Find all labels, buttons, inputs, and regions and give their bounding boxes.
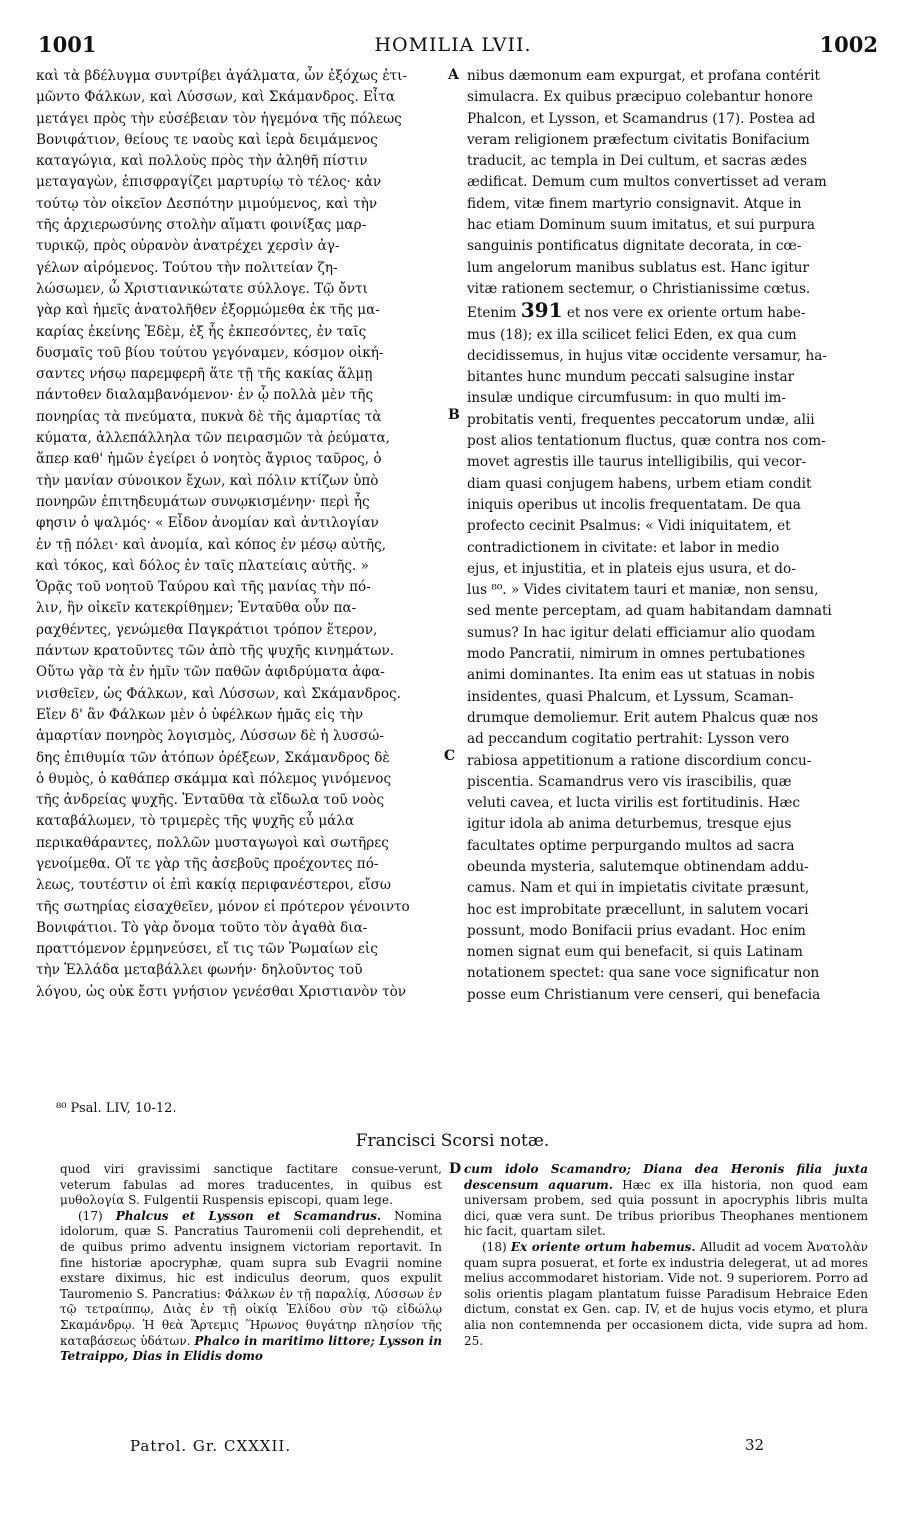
text-line: piscentia. Scamandrus vero vis irascibilis, quæ	[467, 773, 792, 790]
text-line: τὴν μανίαν σύνοικον ἔχων, καὶ πόλιν κτίζων ὑπὸ	[36, 472, 379, 489]
text-line: πονηρίας τὰ πνεύματα, πυκνὰ δὲ τῆς ἁμαρτίας τὰ	[36, 408, 382, 425]
text-line: ejus, et injustitia, et in plateis ejus usura, et do-	[467, 560, 796, 577]
notes-title: Francisci Scorsi notæ.	[355, 1131, 550, 1151]
text-line: Εἴεν δ' ἂν Φάλκων μὲν ὁ ὑφέλκων ἡμᾶς εἰς τὴν	[36, 706, 364, 723]
text-line: γέλων αἰρόμενος. Τούτου τὴν πολιτείαν ζη-	[36, 259, 338, 276]
text-line: καταγώγια, καὶ πολλοὺς πρὸς τὴν ἀληθῆ πίστιν	[36, 153, 368, 170]
text-line: Ὁρᾷς τοῦ νοητοῦ Ταύρου καὶ τῆς μανίας τὴν πό-	[36, 579, 371, 596]
text-line: ἐν τῇ πόλει· καὶ ἀνομία, καὶ κόπος ἐν μέσῳ αὐτῆς,	[36, 536, 387, 553]
text-line: drumque demoliemur. Erit autem Phalcus quæ nos	[467, 709, 819, 726]
text-line: camus. Nam et qui in impietatis civitate præsunt,	[467, 880, 810, 897]
text-line: τῆς ἀνδρείας ψυχῆς. Ἐνταῦθα τὰ εἴδωλα τοῦ νοὸς	[36, 792, 385, 809]
text-line: veluti cavea, et lucta virilis est fortitudinis. Hæc	[467, 795, 801, 812]
text-line: lus ⁸⁰. » Vides civitatem tauri et maniæ, non sensu,	[467, 582, 819, 599]
margin-marker-c: C	[444, 748, 456, 764]
text-line: possunt, modo Bonifacii prius evadant. Hoc enim	[467, 922, 806, 939]
text-line: σαντες νήσῳ παρεμφερῆ ἅτε τῇ τῆς κακίας ἅλμῃ	[36, 366, 373, 383]
text-line: λόγου, ὡς οὐκ ἔστι γνήσιον γενέσθαι Χριστιανὸν τὸν	[36, 983, 407, 1000]
text-line: πονηρῶν ἐπιτηδευμάτων συνῳκισμένην· περὶ ἧς	[36, 493, 370, 510]
note-paragraph	[60, 1209, 442, 1365]
text-line: facultates optime perpurgando multos ad sacra	[467, 837, 795, 854]
text-line: τούτῳ τὸν οἰκεῖον Δεσπότην μιμούμενος, καὶ τὴν	[36, 195, 378, 212]
text-line: τὴν Ἑλλάδα μεταβάλλει φωνήν· δηλοῦντος τοῦ	[36, 962, 363, 979]
text-line: Οὕτω γὰρ τὰ ἐν ἡμῖν τῶν παθῶν ἀφιδρύματα ἀφα-	[36, 664, 385, 681]
margin-marker-d: D	[449, 1161, 462, 1177]
text-line: Βονιφάτιοι. Τὸ γὰρ ὄνομα τοῦτο τὸν ἀγαθὰ δια-	[36, 919, 368, 936]
text-line: πάντων κρατοῦντες τῶν ἀπὸ τῆς ψυχῆς κινημάτων.	[36, 643, 395, 660]
text-line: simulacra. Ex quibus præcipuo colebantur honore	[467, 89, 813, 106]
text-line: diam quasi conjugem habens, urbem etiam condit	[467, 475, 812, 492]
note-lemma: Phalcus et Lysson et Scamandrus.	[115, 1208, 382, 1223]
psalm-footnote: ⁸⁰ Psal. LIV, 10-12.	[56, 1101, 177, 1116]
text-line: veram religionem præfectum civitatis Bonifacium	[467, 131, 810, 148]
note-paragraph	[464, 1240, 868, 1349]
footer-signature: 32	[745, 1436, 765, 1454]
text-line: sed mente perceptam, ad quam habitandam damnati	[467, 603, 832, 620]
column-number: 391	[520, 298, 563, 323]
text-line: rabiosa appetitionum a ratione discordium concu-	[467, 752, 812, 769]
note-lemma: Ex oriente ortum habemus.	[510, 1239, 696, 1254]
text-line: ἁμαρτίαν πονηρὸς λογισμὸς, Λύσσων δὲ ἡ λυσσώ-	[36, 728, 384, 745]
text-line: animi dominantes. Ita enim eas ut statuas in nobis	[467, 667, 815, 684]
text-line: modo Pancratii, nimirum in omnes pertubationes	[467, 646, 806, 663]
note-paragraph	[464, 1162, 868, 1240]
greek-text-column	[36, 66, 452, 1003]
latin-line-end: et nos vere ex oriente ortum habe-	[566, 305, 806, 322]
notes-right-column	[464, 1162, 868, 1349]
text-line: κύματα, ἀλλεπάλληλα τῶν πειρασμῶν τὰ ῥεύματα,	[36, 430, 390, 447]
text-line: lum angelorum manibus sublatus est. Hanc igitur	[467, 259, 810, 276]
text-line: sanguinis pontificatus dignitate decorata, in cœ-	[467, 238, 802, 255]
note-label: (18)	[482, 1239, 507, 1254]
text-line: πραττόμενον ἑρμηνεύσει, εἴ τις τῶν Ῥωμαίων εἰς	[36, 941, 378, 958]
text-line: γὰρ καὶ ἡμεῖς ἀνατολῆθεν ἐξορμώμεθα ἐκ τῆς μα-	[36, 302, 380, 319]
margin-marker-b: B	[448, 407, 460, 423]
footer-series: Patrol. Gr. CXXXII.	[130, 1437, 292, 1455]
right-page-number: 1002	[819, 32, 878, 57]
margin-marker-a: A	[448, 67, 459, 83]
text-line: vitæ rationem sectemur, o Christianissime cœtus.	[467, 280, 811, 297]
text-line: δυσμαῖς τοῦ βίου τούτου γεγόναμεν, κόσμον οἰκή-	[36, 344, 384, 361]
text-line: hoc est improbitate præcellunt, in salutem vocari	[467, 901, 809, 918]
note-paragraph	[60, 1162, 442, 1209]
text-line: λώσωμεν, ὦ Χριστιανικώτατε σύλλογε. Τῷ ὄντι	[36, 280, 368, 297]
text-line: γενοίμεθα. Οἵ τε γὰρ τῆς ἀσεβοῦς προέχοντες πό-	[36, 855, 379, 872]
note-text: Hæc ex illa historia, non quod eam universam probem, sed quia possunt in apocryphis libris multa dici, quæ vera sunt. De tribus prioribus Theophanes mentionem hic facit, quartam silet.	[464, 1177, 868, 1239]
text-line: posse eum Christianum vere censeri, qui benefacia	[467, 986, 821, 1003]
text-line: hac etiam Dominum suum imitatus, et sui purpura	[467, 217, 815, 234]
text-line: movet agrestis ille taurus intelligibilis, qui vecor-	[467, 454, 807, 471]
latin-line-start: Etenim	[467, 305, 517, 322]
latin-line	[467, 300, 866, 324]
text-line: Βονιφάτιον, θείους τε ναοὺς καὶ ἱερὰ δειμάμενος	[36, 131, 378, 148]
text-line: post alios tentationum fluctus, quæ contra nos com-	[467, 433, 826, 450]
note-text: quod viri gravissimi sanctique factitare consue-verunt, veterum fabulas ad mores traducentes, in quibus est μυθολογία S. Fulgentii Ruspensis episcopi, quam lege.	[60, 1162, 442, 1208]
note-label: (17)	[78, 1208, 103, 1223]
note-text: Alludit ad vocem Ἀνατολὰν quam supra posuerat, et forte ex industria delegerat, ut ad mores melius accommodaret historiam. Vide not. 9 superiorem. Porro ad solis orientis plagam plantatum fuisse Paradisum Hebraice Eden dictum, constat ex Gen. cap. IV, et de hujus vocis etymo, et plura alia non contemnenda per occasionem dicta, vide supra ad hom. 25.	[464, 1239, 868, 1348]
notes-left-column	[60, 1162, 442, 1365]
text-line: μῶντο Φάλκων, καὶ Λύσσων, καὶ Σκάμανδρος. Εἶτα	[36, 89, 396, 106]
text-line: τῆς ἀρχιερωσύνης στολὴν αἵματι φοινίξας μαρ-	[36, 217, 367, 234]
text-line: φησιν ὁ ψαλμός· « Εἶδον ἀνομίαν καὶ ἀντιλογίαν	[36, 515, 379, 532]
text-line: ædificat. Demum cum multos convertisset ad veram	[467, 174, 827, 191]
text-line: insulæ undique circumfusum: in quo multi im-	[467, 390, 787, 407]
text-line: πάντοθεν διαλαμβανόμενον· ἐν ᾧ πολλὰ μὲν τῆς	[36, 387, 374, 404]
text-line: insidentes, quasi Phalcum, et Lyssum, Scaman-	[467, 688, 794, 705]
text-line: περικαθάραντες, πολλῶν μυσταγωγοὶ καὶ σωτῆρες	[36, 834, 389, 851]
text-line: contradictionem in civitate: et labor in medio	[467, 539, 780, 556]
text-line: μεταγαγὼν, ἐπισφραγίζει μαρτυρίῳ τὸ τέλος· κἀν	[36, 174, 382, 191]
text-line: ad peccandum cogitatio pertrahit: Lysson vero	[467, 731, 790, 748]
text-line: bitantes hunc mundum peccati salsugine instar	[467, 369, 795, 386]
text-line: λεως, τουτέστιν οἱ ἐπὶ κακίᾳ περιφανέστεροι, εἴσω	[36, 877, 391, 894]
text-line: τῆς σωτηρίας εἰσαχθεῖεν, μόνον εἰ πρότερον γένοιντο	[36, 898, 410, 915]
text-line: nibus dæmonum eam expurgat, et profana contérit	[467, 68, 820, 84]
text-line: ἅπερ καθ' ἡμῶν ἐγείρει ὁ νοητὸς ἄγριος ταῦρος, ὁ	[36, 451, 382, 468]
note-tail: Phalco in maritimo littore; Lysson in Tetraippo, Dias in Elidis domo	[60, 1333, 442, 1364]
text-line: igitur idola ab anima deturbemus, tresque ejus	[467, 816, 792, 833]
text-line: sumus? In hac igitur delati efficiamur alio quodam	[467, 624, 816, 641]
text-line: καὶ τὰ βδέλυγμα συντρίβει ἀγάλματα, ὧν ἐξόχως ἐτι-	[36, 68, 408, 84]
text-line: iniquis operibus ut incolis frequentatam. De qua	[467, 496, 801, 513]
left-page-number: 1001	[38, 32, 97, 57]
running-title: HOMILIA LVII.	[374, 34, 532, 56]
text-line: profecto cecinit Psalmus: « Vidi iniquitatem, et	[467, 518, 791, 535]
text-line: traducit, ac templa in Dei cultum, et sacras ædes	[467, 153, 807, 170]
text-line: ὁ θυμὸς, ὁ καθάπερ σκάμμα καὶ πόλεμος γινόμενος	[36, 770, 392, 787]
text-line: τυρικῷ, πρὸς οὐρανὸν ἀνατρέχει χερσὶν ἀγ-	[36, 238, 340, 255]
text-line: καὶ τόκος, καὶ δόλος ἐν ταῖς πλατείαις αὐτῆς. »	[36, 557, 369, 574]
text-line: ραχθέντες, γενώμεθα Παγκράτιοι τρόπον ἕτερον,	[36, 621, 378, 638]
note-text: Nomina idolorum, quæ S. Pancratius Tauromenii coli deprehendit, et de quibus primo adventu insignem victoriam reportavit. In fine historiæ apocryphæ, quam supra sub Evagrii nomine exstare diximus, hic est indiculus deorum, quos expulit Tauromenio S. Pancratius: Φάλκων ἐν τῇ παραλίᾳ, Λύσσων ἐν τῷ τετραίππῳ, Διὰς ἐν τῇ οἰκίᾳ Ἐλίδου σὺν τῷ εἰδώλῳ Σκαμάνδρῳ. Ἡ θεὰ Ἄρτεμις Ἥρωνος θυγάτηρ πλησίον τῆς καταβάσεως ὑδάτων.	[60, 1208, 442, 1348]
text-line: μετάγει πρὸς τὴν εὐσέβειαν τὸν ἡγεμόνα τῆς πόλεως	[36, 110, 402, 127]
text-line: δης ἐπιθυμία τῶν ἀτόπων ὀρέξεων, Σκάμανδρος δὲ	[36, 749, 390, 766]
text-line: καταβάλωμεν, τὸ τριμερὲς τῆς ψυχῆς εὖ μάλα	[36, 813, 355, 830]
text-line: probitatis venti, frequentes peccatorum undæ, alii	[467, 411, 815, 428]
text-line: fidem, vitæ finem martyrio consignavit. Atque in	[467, 195, 802, 212]
text-line: λιν, ἣν οἰκεῖν κατεκρίθημεν; Ἐνταῦθα οὖν πα-	[36, 600, 357, 617]
text-line: καρίας ἐκείνης Ἐδὲμ, ἐξ ἧς ἐκπεσόντες, ἐν ταῖς	[36, 323, 367, 340]
latin-text-column	[467, 66, 866, 1006]
text-line: Phalcon, et Lysson, et Scamandrus (17). Postea ad	[467, 110, 816, 127]
note-lead: cum idolo Scamandro; Diana dea Heronis filia juxta descensum aquarum.	[464, 1162, 868, 1192]
text-line: mus (18); ex illa scilicet felici Eden, ex qua cum	[467, 326, 797, 343]
text-line: decidissemus, in hujus vitæ occidente versamur, ha-	[467, 347, 827, 364]
page-header	[28, 32, 878, 62]
text-line: νισθεῖεν, ὡς Φάλκων, καὶ Λύσσων, καὶ Σκάμανδρος.	[36, 685, 401, 702]
text-line: nomen signat eum qui benefacit, si quis Latinam	[467, 944, 803, 961]
text-line: obeunda mysteria, salutemque obtinendam addu-	[467, 858, 809, 875]
text-line: notationem spectet: qua sane voce significatur non	[467, 965, 820, 982]
